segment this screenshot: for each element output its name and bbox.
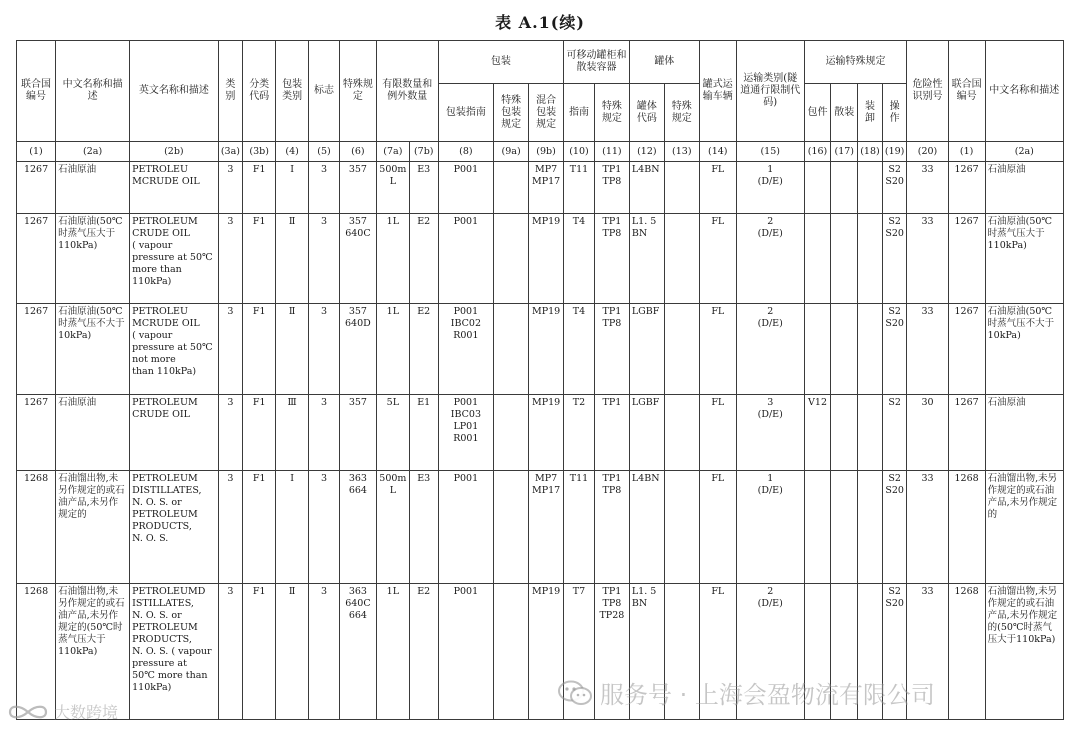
column-number-row xyxy=(17,141,1064,162)
col-num: (19) xyxy=(882,141,907,162)
cell-un_r: 1268 xyxy=(948,584,985,720)
col-num: (12) xyxy=(629,141,664,162)
cell-label: 3 xyxy=(309,304,340,395)
cell-zh_r: 石油原油(50℃时蒸气压大于110kPa) xyxy=(985,213,1063,304)
cell-pi: P001 xyxy=(438,584,494,720)
cell-un_r: 1267 xyxy=(948,162,985,213)
cell-tg: T4 xyxy=(564,213,595,304)
cell-op: S2 S20 xyxy=(882,162,907,213)
cell-spp xyxy=(494,162,529,213)
cell-en: PETROLEUM CRUDE OIL xyxy=(130,394,218,470)
watermark-text: 服务号 · 上海会盈物流有限公司 xyxy=(600,681,935,709)
col-num: (9b) xyxy=(529,141,564,162)
header-special-packing: 特殊包装规定 xyxy=(494,84,529,142)
cell-lq: 500mL xyxy=(376,471,409,584)
cell-un_r: 1267 xyxy=(948,213,985,304)
cell-eq: E2 xyxy=(409,304,438,395)
cell-zh: 石油原油(50℃时蒸气压大于110kPa) xyxy=(56,213,130,304)
cell-en: PETROLEUM DISTILLATES, N. O. S. or PETROLEUM PRODUCTS, N. O. S. xyxy=(130,471,218,584)
cell-mix: MP19 xyxy=(529,304,564,395)
cell-cls: 3 xyxy=(218,394,243,470)
col-num: (7a) xyxy=(376,141,409,162)
cell-load xyxy=(858,471,883,584)
col-num: (6) xyxy=(339,141,376,162)
table-row xyxy=(17,394,1064,470)
cell-lq: 1L xyxy=(376,584,409,720)
header-un-number-right: 联合国编号 xyxy=(948,41,985,142)
table-row xyxy=(17,162,1064,213)
cell-hin: 33 xyxy=(907,584,948,720)
cell-label: 3 xyxy=(309,471,340,584)
col-num: (2a) xyxy=(985,141,1063,162)
col-num: (1) xyxy=(948,141,985,162)
cell-pg: Ⅰ xyxy=(276,162,309,213)
cell-op: S2 S20 xyxy=(882,584,907,720)
col-num: (20) xyxy=(907,141,948,162)
cell-lq: 1L xyxy=(376,213,409,304)
cell-en: PETROLEU MCRUDE OIL ( vapour pressure at 50℃ not more than 110kPa) xyxy=(130,304,218,395)
header-mixed-packing: 混合包装规定 xyxy=(529,84,564,142)
cell-bulk xyxy=(831,162,858,213)
header-transport-category: 运输类别(隧道通行限制代码) xyxy=(736,41,804,142)
cell-sp: 357 xyxy=(339,394,376,470)
header-tank-special: 特殊规定 xyxy=(664,84,699,142)
header-bulk: 散装 xyxy=(831,84,858,142)
cell-zh_r: 石油原油(50℃时蒸气压不大于10kPa) xyxy=(985,304,1063,395)
cell-spp xyxy=(494,471,529,584)
cell-tsp: TP1 TP8 xyxy=(594,213,629,304)
header-chinese-name-right: 中文名称和描述 xyxy=(985,41,1063,142)
cell-bulk xyxy=(831,304,858,395)
cell-zh_r: 石油原油 xyxy=(985,162,1063,213)
cell-veh: FL xyxy=(699,213,736,304)
header-label: 标志 xyxy=(309,41,340,142)
cell-tsp2 xyxy=(664,304,699,395)
cell-sp: 363 664 xyxy=(339,471,376,584)
cell-pi: P001 xyxy=(438,471,494,584)
cell-zh: 石油原油 xyxy=(56,162,130,213)
cell-un_r: 1267 xyxy=(948,304,985,395)
cell-bulk xyxy=(831,213,858,304)
cell-hin: 33 xyxy=(907,213,948,304)
cell-eq: E1 xyxy=(409,394,438,470)
cell-mix: MP7 MP17 xyxy=(529,162,564,213)
col-num: (2b) xyxy=(130,141,218,162)
cell-bulk xyxy=(831,394,858,470)
cell-cat: 1 (D/E) xyxy=(736,162,804,213)
cell-op: S2 S20 xyxy=(882,213,907,304)
cell-bulk xyxy=(831,471,858,584)
table-row xyxy=(17,471,1064,584)
header-loading: 装卸 xyxy=(858,84,883,142)
cell-zh: 石油馏出物,未另作规定的或石油产品,未另作规定的 xyxy=(56,471,130,584)
cell-spp xyxy=(494,304,529,395)
cell-load xyxy=(858,213,883,304)
cell-tc: LGBF xyxy=(629,394,664,470)
header-hazard-id: 危险性识别号 xyxy=(907,41,948,142)
cell-pi: P001 IBC03 LP01 R001 xyxy=(438,394,494,470)
watermark-brand xyxy=(6,700,118,723)
header-english-name: 英文名称和描述 xyxy=(130,41,218,142)
cell-mix: MP19 xyxy=(529,584,564,720)
cell-mix: MP7 MP17 xyxy=(529,471,564,584)
cell-en: PETROLEUM CRUDE OIL ( vapour pressure at 50℃ more than 110kPa) xyxy=(130,213,218,304)
cell-tsp2 xyxy=(664,162,699,213)
cell-un: 1268 xyxy=(17,471,56,584)
cell-tc: L4BN xyxy=(629,162,664,213)
cell-spp xyxy=(494,584,529,720)
cell-op: S2 S20 xyxy=(882,304,907,395)
cell-op: S2 xyxy=(882,394,907,470)
header-packing-instructions: 包装指南 xyxy=(438,84,494,142)
cell-cls: 3 xyxy=(218,471,243,584)
cell-zh_r: 石油馏出物,未另作规定的或石油产品,未另作规定的 xyxy=(985,471,1063,584)
cell-mix: MP19 xyxy=(529,213,564,304)
cell-un_r: 1268 xyxy=(948,471,985,584)
header-classification-code: 分类代码 xyxy=(243,41,276,142)
cell-label: 3 xyxy=(309,584,340,720)
cell-en: PETROLEU MCRUDE OIL xyxy=(130,162,218,213)
header-special-provisions: 特殊规定 xyxy=(339,41,376,142)
header-portable-instructions: 指南 xyxy=(564,84,595,142)
cell-cls: 3 xyxy=(218,304,243,395)
cell-veh: FL xyxy=(699,304,736,395)
cell-pg: Ⅲ xyxy=(276,394,309,470)
infinity-logo-icon xyxy=(6,701,50,723)
cell-un: 1267 xyxy=(17,162,56,213)
cell-cat: 3 (D/E) xyxy=(736,394,804,470)
cell-op: S2 S20 xyxy=(882,471,907,584)
cell-tsp: TP1 TP8 TP28 xyxy=(594,584,629,720)
cell-tg: T4 xyxy=(564,304,595,395)
cell-code: F1 xyxy=(243,471,276,584)
cell-tg: T7 xyxy=(564,584,595,720)
cell-spp xyxy=(494,394,529,470)
page-title: 表 A.1(续) xyxy=(495,13,585,32)
cell-hin: 33 xyxy=(907,471,948,584)
col-num: (9a) xyxy=(494,141,529,162)
cell-veh: FL xyxy=(699,584,736,720)
cell-load xyxy=(858,304,883,395)
header-special-transport: 运输特殊规定 xyxy=(804,41,907,84)
cell-tsp: TP1 TP8 xyxy=(594,304,629,395)
cell-cls: 3 xyxy=(218,162,243,213)
cell-pk xyxy=(804,471,831,584)
cell-code: F1 xyxy=(243,584,276,720)
cell-veh: FL xyxy=(699,162,736,213)
cell-label: 3 xyxy=(309,394,340,470)
header-operation: 操作 xyxy=(882,84,907,142)
cell-sp: 357 640D xyxy=(339,304,376,395)
cell-cls: 3 xyxy=(218,584,243,720)
cell-lq: 5L xyxy=(376,394,409,470)
cell-sp: 363 640C 664 xyxy=(339,584,376,720)
cell-eq: E3 xyxy=(409,471,438,584)
cell-tsp2 xyxy=(664,213,699,304)
table-row xyxy=(17,213,1064,304)
col-num: (1) xyxy=(17,141,56,162)
cell-tc: L1. 5 BN xyxy=(629,584,664,720)
header-portable-special: 特殊规定 xyxy=(594,84,629,142)
cell-pk xyxy=(804,304,831,395)
cell-tg: T11 xyxy=(564,162,595,213)
cell-cat: 2 (D/E) xyxy=(736,584,804,720)
col-num: (14) xyxy=(699,141,736,162)
cell-pg: Ⅰ xyxy=(276,471,309,584)
cell-un: 1267 xyxy=(17,304,56,395)
cell-zh_r: 石油馏出物,未另作规定的或石油产品,未另作规定的(50℃时蒸气压大于110kPa) xyxy=(985,584,1063,720)
col-num: (3a) xyxy=(218,141,243,162)
header-un-number: 联合国编号 xyxy=(17,41,56,142)
col-num: (3b) xyxy=(243,141,276,162)
cell-cat: 2 (D/E) xyxy=(736,304,804,395)
cell-tsp2 xyxy=(664,394,699,470)
watermark-service-account xyxy=(558,675,935,710)
cell-tg: T11 xyxy=(564,471,595,584)
cell-pg: Ⅱ xyxy=(276,213,309,304)
cell-en: PETROLEUMD ISTILLATES, N. O. S. or PETROLEUM PRODUCTS, N. O. S. ( vapour pressure at 50℃ more than 110kPa) xyxy=(130,584,218,720)
cell-eq: E2 xyxy=(409,213,438,304)
cell-pi: P001 xyxy=(438,213,494,304)
cell-pi: P001 IBC02 R001 xyxy=(438,304,494,395)
wechat-icon xyxy=(558,680,592,706)
header-limited-quantity: 有限数量和例外数量 xyxy=(376,41,438,142)
header-packages: 包件 xyxy=(804,84,831,142)
cell-un: 1268 xyxy=(17,584,56,720)
header-class: 类别 xyxy=(218,41,243,142)
cell-eq: E2 xyxy=(409,584,438,720)
col-num: (15) xyxy=(736,141,804,162)
cell-eq: E3 xyxy=(409,162,438,213)
col-num: (13) xyxy=(664,141,699,162)
cell-code: F1 xyxy=(243,162,276,213)
watermark-brand-text: 大数跨境 xyxy=(54,703,119,722)
col-num: (10) xyxy=(564,141,595,162)
cell-tsp: TP1 TP8 xyxy=(594,162,629,213)
cell-load xyxy=(858,162,883,213)
header-tank-vehicle: 罐式运输车辆 xyxy=(699,41,736,142)
col-num: (16) xyxy=(804,141,831,162)
cell-lq: 1L xyxy=(376,304,409,395)
cell-code: F1 xyxy=(243,394,276,470)
cell-veh: FL xyxy=(699,394,736,470)
cell-zh: 石油原油(50℃时蒸气压不大于10kPa) xyxy=(56,304,130,395)
cell-un_r: 1267 xyxy=(948,394,985,470)
cell-pg: Ⅱ xyxy=(276,304,309,395)
cell-tc: L1. 5 BN xyxy=(629,213,664,304)
cell-label: 3 xyxy=(309,213,340,304)
cell-zh: 石油原油 xyxy=(56,394,130,470)
col-num: (5) xyxy=(309,141,340,162)
cell-zh_r: 石油原油 xyxy=(985,394,1063,470)
header-packing-group: 包装类别 xyxy=(276,41,309,142)
header-chinese-name: 中文名称和描述 xyxy=(56,41,130,142)
cell-pk: V12 xyxy=(804,394,831,470)
header-portable-tanks: 可移动罐柜和散装容器 xyxy=(564,41,630,84)
cell-tsp: TP1 xyxy=(594,394,629,470)
table-row xyxy=(17,304,1064,395)
cell-lq: 500mL xyxy=(376,162,409,213)
cell-label: 3 xyxy=(309,162,340,213)
col-num: (8) xyxy=(438,141,494,162)
header-packaging: 包装 xyxy=(438,41,563,84)
cell-un: 1267 xyxy=(17,394,56,470)
cell-sp: 357 xyxy=(339,162,376,213)
cell-veh: FL xyxy=(699,471,736,584)
cell-hin: 33 xyxy=(907,304,948,395)
cell-mix: MP19 xyxy=(529,394,564,470)
header-tank: 罐体 xyxy=(629,41,699,84)
cell-zh: 石油馏出物,未另作规定的或石油产品,未另作规定的(50℃时蒸气压大于110kPa) xyxy=(56,584,130,720)
cell-code: F1 xyxy=(243,213,276,304)
col-num: (18) xyxy=(858,141,883,162)
cell-load xyxy=(858,394,883,470)
col-num: (2a) xyxy=(56,141,130,162)
cell-pk xyxy=(804,213,831,304)
cell-code: F1 xyxy=(243,304,276,395)
cell-tc: LGBF xyxy=(629,304,664,395)
cell-pg: Ⅱ xyxy=(276,584,309,720)
cell-pi: P001 xyxy=(438,162,494,213)
dangerous-goods-table xyxy=(16,40,1064,720)
col-num: (11) xyxy=(594,141,629,162)
cell-tg: T2 xyxy=(564,394,595,470)
cell-cls: 3 xyxy=(218,213,243,304)
cell-cat: 2 (D/E) xyxy=(736,213,804,304)
col-num: (17) xyxy=(831,141,858,162)
cell-tc: L4BN xyxy=(629,471,664,584)
cell-un: 1267 xyxy=(17,213,56,304)
cell-tsp: TP1 TP8 xyxy=(594,471,629,584)
cell-hin: 33 xyxy=(907,162,948,213)
header-tank-code: 罐体代码 xyxy=(629,84,664,142)
cell-hin: 30 xyxy=(907,394,948,470)
cell-sp: 357 640C xyxy=(339,213,376,304)
col-num: (7b) xyxy=(409,141,438,162)
cell-pk xyxy=(804,162,831,213)
col-num: (4) xyxy=(276,141,309,162)
cell-spp xyxy=(494,213,529,304)
cell-tsp2 xyxy=(664,471,699,584)
cell-cat: 1 (D/E) xyxy=(736,471,804,584)
